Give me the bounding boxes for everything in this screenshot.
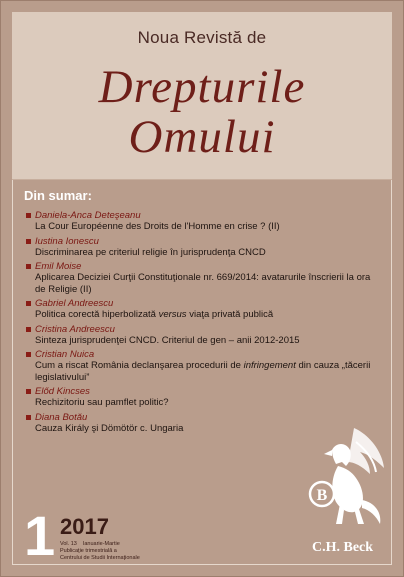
author-name: Gabriel Andreescu xyxy=(35,298,114,309)
bullet-icon xyxy=(26,213,31,218)
article-title: Aplicarea Deciziei Curţii Constituţionale nr. 669/2014: avatarurile înscrierii la ora de Religie (II) xyxy=(35,272,371,295)
title-part: Cum a riscat România declanşarea procedurii de xyxy=(35,360,244,371)
contents-item xyxy=(26,298,371,321)
article-title: Sinteza jurisprudenţei CNCD. Criteriul de gen – anii 2012-2015 xyxy=(35,334,300,346)
bullet-icon xyxy=(26,327,31,332)
title-part: din cauza „tăcerii legislativului” xyxy=(35,360,371,383)
frequency-label: Publicaţie trimestrială a xyxy=(60,548,117,554)
author-name: Cristian Nuica xyxy=(35,349,95,360)
bullet-icon xyxy=(26,352,31,357)
publisher-name: C.H. Beck xyxy=(312,540,374,555)
issue-number: 1 xyxy=(24,504,56,567)
author-name: Daniela-Anca Deteşeanu xyxy=(35,210,141,221)
issue-meta xyxy=(60,541,140,562)
title-emphasis: versus xyxy=(158,309,187,320)
article-title xyxy=(35,309,371,321)
title-part: Politica corectă hiperbolizată xyxy=(35,309,159,320)
center-label: Centrului de Studii Internaţionale xyxy=(60,555,140,561)
bullet-icon xyxy=(26,415,31,420)
contents-item xyxy=(26,324,371,347)
journal-title-line-1: Drepturile xyxy=(98,61,306,113)
author-name: Cristina Andreescu xyxy=(35,323,115,335)
article-author xyxy=(26,210,371,221)
period-label: Ianuarie-Martie xyxy=(82,541,120,547)
author-name: Diana Botău xyxy=(35,411,88,423)
article-author xyxy=(26,261,371,272)
contents-item xyxy=(26,261,371,295)
contents-list xyxy=(26,210,371,437)
bullet-icon xyxy=(26,264,31,269)
article-author xyxy=(26,236,371,247)
contents-item xyxy=(26,210,371,233)
author-name: Emil Moise xyxy=(35,261,82,272)
title-part: viaţa privată publică xyxy=(186,309,274,320)
journal-title-line-2: Omului xyxy=(128,111,276,163)
issue-year: 2017 xyxy=(60,514,109,539)
bullet-icon xyxy=(26,239,31,244)
bullet-icon xyxy=(26,389,31,394)
article-title: Cauza Király şi Dömötör c. Ungaria xyxy=(35,422,184,434)
journal-subtitle: Noua Revistă de xyxy=(137,28,267,47)
logo-letter: B xyxy=(316,487,328,504)
contents-item xyxy=(26,349,371,383)
article-title xyxy=(35,360,371,383)
article-author xyxy=(26,324,371,335)
contents-item xyxy=(26,386,371,409)
author-name: Előd Kincses xyxy=(35,386,90,397)
article-author xyxy=(26,386,371,397)
article-author xyxy=(26,349,371,360)
author-name: Iustina Ionescu xyxy=(35,235,99,247)
volume-label: Vol. 13 xyxy=(60,541,77,547)
title-emphasis: infringement xyxy=(243,360,296,371)
article-title: La Cour Européenne des Droits de l'Homme en crise ? (II) xyxy=(35,221,280,232)
section-heading: Din sumar: xyxy=(24,188,92,203)
article-title: Discriminarea pe criteriul religie în jurisprudenţa CNCD xyxy=(35,246,266,258)
bullet-icon xyxy=(26,301,31,306)
article-title: Rechizitoriu sau pamflet politic? xyxy=(35,397,169,408)
contents-item xyxy=(26,236,371,259)
article-author xyxy=(26,298,371,309)
